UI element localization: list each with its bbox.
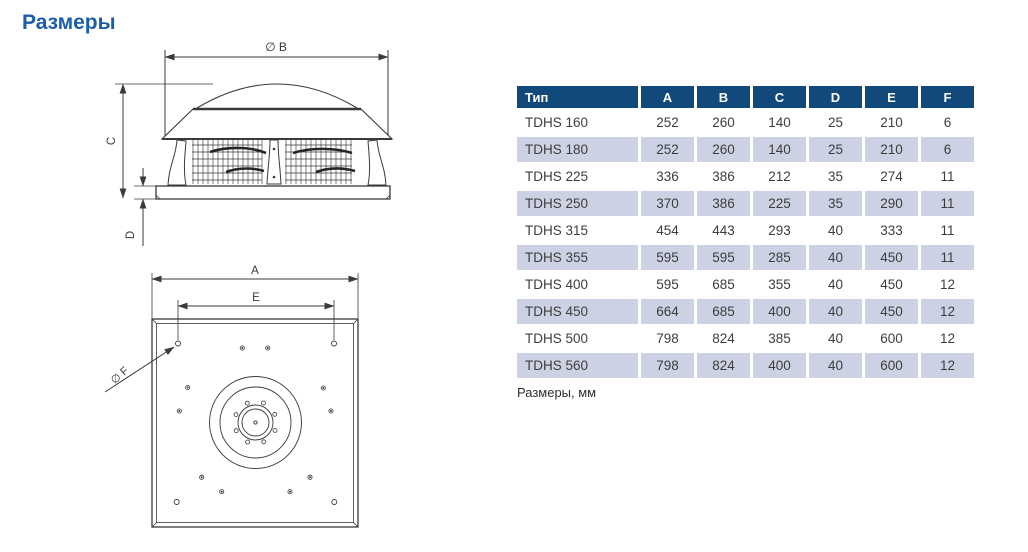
cell-value: 210 xyxy=(865,137,918,162)
cell-value: 35 xyxy=(809,191,862,216)
cell-value: 285 xyxy=(753,245,806,270)
plate-outer xyxy=(152,319,358,527)
col-header-b: B xyxy=(697,86,750,108)
dim-e xyxy=(178,292,334,340)
cell-value: 450 xyxy=(865,272,918,297)
cell-value: 40 xyxy=(809,218,862,243)
cell-value: 40 xyxy=(809,245,862,270)
cell-value: 252 xyxy=(641,110,694,135)
cell-value: 12 xyxy=(921,353,974,378)
col-header-e: E xyxy=(865,86,918,108)
dim-d-label: D xyxy=(125,230,137,240)
cell-value: 12 xyxy=(921,326,974,351)
col-header-type: Тип xyxy=(517,86,638,108)
cell-value: 12 xyxy=(921,272,974,297)
cell-value: 11 xyxy=(921,218,974,243)
cell-value: 40 xyxy=(809,272,862,297)
col-header-a: A xyxy=(641,86,694,108)
table-row xyxy=(517,245,974,270)
cell-model: TDHS 250 xyxy=(517,191,638,216)
cell-value: 40 xyxy=(809,353,862,378)
cell-value: 210 xyxy=(865,110,918,135)
cell-value: 12 xyxy=(921,299,974,324)
dim-d xyxy=(125,168,158,246)
fan-cowl xyxy=(162,109,392,139)
cell-value: 40 xyxy=(809,326,862,351)
cell-value: 25 xyxy=(809,137,862,162)
cell-value: 595 xyxy=(641,245,694,270)
cell-value: 600 xyxy=(865,326,918,351)
cell-value: 252 xyxy=(641,137,694,162)
cell-value: 11 xyxy=(921,245,974,270)
fan-dome xyxy=(197,84,357,108)
table-row xyxy=(517,218,974,243)
cell-value: 685 xyxy=(697,299,750,324)
cell-value: 824 xyxy=(697,326,750,351)
cell-value: 274 xyxy=(865,164,918,189)
cell-value: 798 xyxy=(641,353,694,378)
dim-a-label: A xyxy=(251,265,259,277)
table-row xyxy=(517,164,974,189)
dim-c xyxy=(106,84,123,198)
plate-inner xyxy=(157,324,354,523)
cell-model: TDHS 160 xyxy=(517,110,638,135)
fan-base-plate xyxy=(156,186,390,199)
fixing-holes xyxy=(177,346,333,494)
cell-value: 664 xyxy=(641,299,694,324)
dimensions-table xyxy=(514,84,977,380)
cell-value: 40 xyxy=(809,299,862,324)
dim-c-label: C xyxy=(106,136,118,146)
table-row xyxy=(517,299,974,324)
table-row xyxy=(517,137,974,162)
cell-value: 450 xyxy=(865,245,918,270)
cell-value: 450 xyxy=(865,299,918,324)
cell-model: TDHS 400 xyxy=(517,272,638,297)
cell-value: 400 xyxy=(753,353,806,378)
cell-value: 386 xyxy=(697,164,750,189)
cell-value: 225 xyxy=(753,191,806,216)
cell-value: 443 xyxy=(697,218,750,243)
cell-value: 336 xyxy=(641,164,694,189)
table-row xyxy=(517,353,974,378)
cell-value: 595 xyxy=(697,245,750,270)
cell-value: 293 xyxy=(753,218,806,243)
table-row xyxy=(517,272,974,297)
cell-value: 824 xyxy=(697,353,750,378)
cell-value: 6 xyxy=(921,110,974,135)
bolt-ring-holes xyxy=(234,401,277,444)
cell-value: 798 xyxy=(641,326,694,351)
table-row xyxy=(517,326,974,351)
cell-value: 386 xyxy=(697,191,750,216)
table-row xyxy=(517,110,974,135)
cell-value: 11 xyxy=(921,164,974,189)
dim-e-label: E xyxy=(252,292,260,304)
cell-value: 385 xyxy=(753,326,806,351)
dim-f xyxy=(105,347,174,392)
cell-value: 11 xyxy=(921,191,974,216)
fan-leg-right xyxy=(368,140,386,185)
cell-value: 212 xyxy=(753,164,806,189)
cell-value: 140 xyxy=(753,110,806,135)
cell-model: TDHS 450 xyxy=(517,299,638,324)
bottom-view xyxy=(105,265,358,527)
mounting-holes xyxy=(174,341,337,505)
cell-model: TDHS 180 xyxy=(517,137,638,162)
col-header-d: D xyxy=(809,86,862,108)
dim-b-label: ∅ B xyxy=(265,40,287,54)
cell-value: 35 xyxy=(809,164,862,189)
cell-model: TDHS 500 xyxy=(517,326,638,351)
cell-value: 260 xyxy=(697,137,750,162)
side-view xyxy=(106,40,392,246)
dim-f-label: ∅ F xyxy=(108,364,132,387)
cell-value: 355 xyxy=(753,272,806,297)
col-header-f: F xyxy=(921,86,974,108)
cell-value: 595 xyxy=(641,272,694,297)
fan-blades xyxy=(210,148,355,172)
cell-value: 25 xyxy=(809,110,862,135)
cell-value: 400 xyxy=(753,299,806,324)
fan-leg-left xyxy=(168,140,186,185)
table-row xyxy=(517,191,974,216)
cell-value: 290 xyxy=(865,191,918,216)
cell-value: 454 xyxy=(641,218,694,243)
cell-value: 370 xyxy=(641,191,694,216)
cell-value: 140 xyxy=(753,137,806,162)
col-header-c: C xyxy=(753,86,806,108)
cell-model: TDHS 315 xyxy=(517,218,638,243)
table-header-row xyxy=(517,86,974,108)
cell-value: 685 xyxy=(697,272,750,297)
page-title: Размеры xyxy=(22,11,116,34)
cell-value: 333 xyxy=(865,218,918,243)
cell-model: TDHS 355 xyxy=(517,245,638,270)
table-caption: Размеры, мм xyxy=(517,385,597,400)
cell-value: 6 xyxy=(921,137,974,162)
cell-model: TDHS 225 xyxy=(517,164,638,189)
cell-value: 260 xyxy=(697,110,750,135)
cell-model: TDHS 560 xyxy=(517,353,638,378)
impeller-circles xyxy=(210,377,302,469)
cell-value: 600 xyxy=(865,353,918,378)
